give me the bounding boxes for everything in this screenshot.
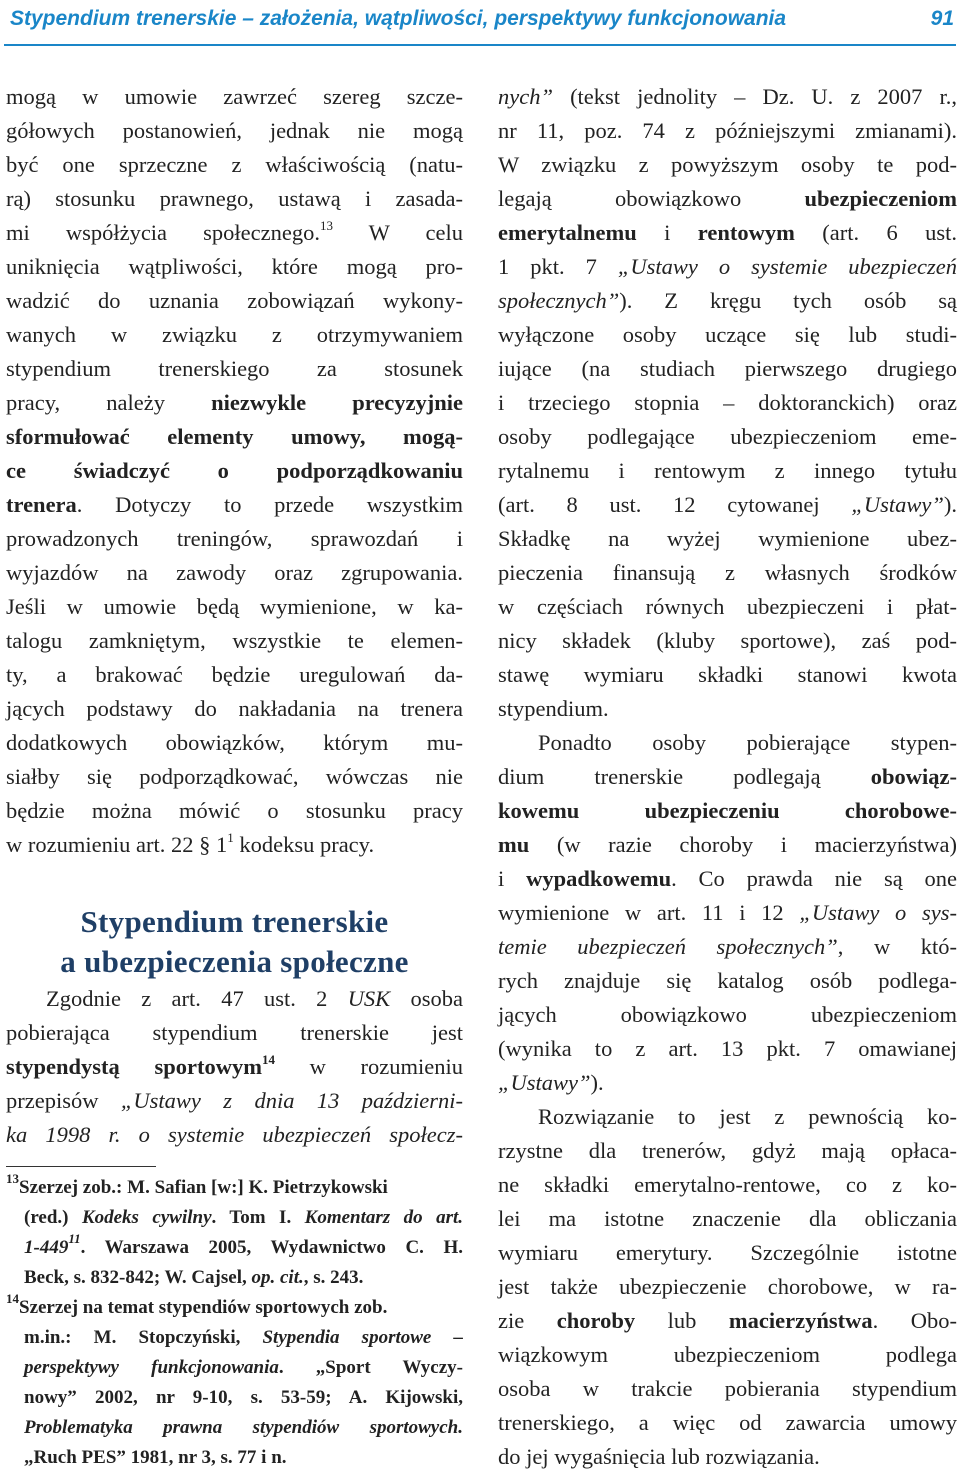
text-run: osoba — [390, 986, 463, 1011]
text-line — [6, 216, 463, 250]
text-run: (art. 8 ust. 12 cytowanej — [498, 492, 852, 517]
footnote-italic: Stypendia sportowe – — [262, 1327, 463, 1348]
text-line: osoba w trakcie pobierania stypendium — [498, 1376, 957, 1401]
footnote-text: (red.) — [24, 1207, 82, 1228]
footnote-text: . „Sport Wyczy- — [278, 1357, 463, 1378]
bold-line: sformułować elementy umowy, mogą- — [6, 424, 463, 449]
text-run: ). Z kręgu tych osób są — [619, 288, 957, 313]
text-line: wyjazdów na zawody oraz zgrupowania. — [6, 560, 463, 585]
text-line: rych znajduje się katalog osób podlega- — [498, 968, 957, 993]
text-line — [6, 386, 463, 420]
bold-run: choroby — [556, 1308, 636, 1333]
text-line: osoby podlegające ubezpieczeniom eme- — [498, 424, 957, 449]
footnote-text: Beck, s. 832-842; W. Cajsel, — [24, 1267, 252, 1288]
text-run: ). — [590, 1070, 604, 1095]
text-line: wyłączone osoby uczące się lub studi- — [498, 322, 957, 347]
footnote-text: , s. 243. — [303, 1267, 364, 1288]
text-line — [498, 828, 957, 862]
footnote-line — [6, 1353, 463, 1383]
text-line: ne składki emerytalno-rentowe, co z ko- — [498, 1172, 957, 1197]
text-line — [6, 828, 463, 862]
text-line: gółowych postanowień, jednak nie mogą — [6, 118, 463, 143]
text-run: legają obowiązkowo — [498, 186, 805, 211]
italic-run: „Ustawy z dnia 13 październi- — [120, 1088, 463, 1113]
text-line: w częściach równych ubezpieczeni i płat- — [498, 594, 957, 619]
text-line: nicy składek (kluby sportowe), zaś pod- — [498, 628, 957, 653]
footnote-13 — [6, 1173, 463, 1203]
text-line — [498, 1066, 957, 1100]
text-line — [498, 284, 957, 318]
text-run: lub — [635, 1308, 729, 1333]
text-line — [6, 982, 463, 1016]
text-line: stawę wymiaru składki stanowi kwota — [498, 662, 957, 687]
text-line: prowadzonych treningów, sprawozdań i — [6, 526, 463, 551]
text-run: (art. 6 ust. — [794, 220, 957, 245]
footnote-italic: perspektywy funkcjonowania — [24, 1357, 279, 1378]
text-line: wiązkowym ubezpieczeniom podlega — [498, 1342, 957, 1367]
running-title: Stypendium trenerskie – założenia, wątpliwości, perspektywy funkcjonowania — [10, 7, 787, 30]
text-line: jest także ubezpieczenie chorobowe, w ra- — [498, 1274, 957, 1299]
text-run: i — [636, 220, 698, 245]
italic-line: ka 1998 r. o systemie ubezpieczeń społecz- — [6, 1122, 463, 1147]
text-line: jących obowiązkowo ubezpieczeniom — [498, 1002, 957, 1027]
bold-line: kowemu ubezpieczeniu chorobowe- — [498, 798, 957, 823]
text-run: Zgodnie z art. 47 ust. 2 — [46, 986, 348, 1011]
text-run: . Dotyczy to przede wszystkim — [76, 492, 463, 517]
text-line — [498, 488, 957, 522]
footnote-italic: 1-449 — [24, 1237, 69, 1258]
text-run: kodeksu pracy. — [233, 832, 375, 857]
bold-run: obowiąz- — [870, 764, 957, 789]
footnote-line — [6, 1203, 463, 1233]
text-line — [498, 250, 957, 284]
footnote-text: . Tom I. — [211, 1207, 305, 1228]
text-line: dodatkowych obowiązków, którym mu- — [6, 730, 463, 755]
text-line: rytalnemu i rentowym z innego tytułu — [498, 458, 957, 483]
bold-run: emerytalnemu — [498, 220, 637, 245]
italic-run: „Ustawy o sys- — [799, 900, 957, 925]
superscript: 1 — [227, 830, 234, 845]
text-line — [498, 862, 957, 896]
text-line: talogu zamkniętym, wszystkie te elemen- — [6, 628, 463, 653]
text-run: mi współżycia społecznego. — [6, 220, 320, 245]
text-line: rą) stosunku prawnego, ustawą i zasada- — [6, 186, 463, 211]
text-run: 1 pkt. 7 — [498, 254, 618, 279]
footnote-line — [6, 1263, 463, 1293]
text-line: Rozwiązanie to jest z pewnością ko- — [538, 1104, 957, 1129]
spacer — [6, 862, 463, 902]
text-line: Ponadto osoby pobierające stypen- — [538, 730, 957, 755]
text-line: wanych w związku z otrzymywaniem — [6, 322, 463, 347]
footnote-text: Szerzej na temat stypendiów sportowych zob. — [19, 1297, 388, 1318]
footnote-line — [6, 1233, 463, 1263]
text-line: wadzić do uznania zobowiązań wykony- — [6, 288, 463, 313]
text-line: stypendium trenerskiego za stosunek — [6, 356, 463, 381]
text-line: siałby się podporządkować, wówczas nie — [6, 764, 463, 789]
text-line: nr 11, poz. 74 z późniejszymi zmianami). — [498, 118, 957, 143]
text-run: dium trenerskie podlegają — [498, 764, 871, 789]
italic-run: temie ubezpieczeń społecznych” — [498, 934, 838, 959]
italic-run: „Ustawy” — [851, 492, 944, 517]
text-run: . Co prawda nie są one — [671, 866, 957, 891]
text-line — [6, 488, 463, 522]
text-line — [498, 760, 957, 794]
bold-line: ce świadczyć o podporządkowaniu — [6, 458, 463, 483]
italic-run: społecznych” — [498, 288, 620, 313]
footnote-line: Problematyka prawna stypendiów sportowych. — [24, 1417, 463, 1438]
text-line: lei ma istotne znaczenie dla obliczania — [498, 1206, 957, 1231]
text-line: pieczenia finansują z własnych środków — [498, 560, 957, 585]
text-run: pracy, należy — [6, 390, 212, 415]
bold-run: niezwykle precyzyjnie — [211, 390, 463, 415]
text-run: zie — [498, 1308, 557, 1333]
bold-run: stypendystą sportowym — [6, 1054, 262, 1079]
text-line: mogą w umowie zawrzeć szereg szcze- — [6, 84, 463, 109]
section-heading: a ubezpieczenia społeczne — [60, 944, 409, 979]
running-header — [10, 4, 954, 34]
left-column — [6, 80, 463, 1473]
text-line — [498, 1304, 957, 1338]
footnote-line: nowy” 2002, nr 9-10, s. 53-59; A. Kijowski, — [24, 1387, 463, 1408]
text-line — [6, 1050, 463, 1084]
text-run: (w razie choroby i macierzyństwa) — [529, 832, 957, 857]
text-line: i trzeciego stopnia – doktoranckich) oraz — [498, 390, 957, 415]
text-run: wymienione w art. 11 i 12 — [498, 900, 800, 925]
header-rule — [4, 44, 956, 46]
text-line: wymiaru emerytury. Szczególnie istotne — [498, 1240, 957, 1265]
italic-run: „Ustawy” — [498, 1070, 591, 1095]
footnote-text: . Warszawa 2005, Wydawnictwo C. H. — [80, 1237, 463, 1258]
text-run: (tekst jednolity – Dz. U. z 2007 r., — [553, 84, 957, 109]
page-number: 91 — [930, 7, 954, 30]
footnote-italic: Kodeks cywilny — [81, 1207, 212, 1228]
text-run: przepisów — [6, 1088, 121, 1113]
text-line: iujące (na studiach pierwszego drugiego — [498, 356, 957, 381]
text-line: do jej wygaśnięcia lub rozwiązania. — [498, 1444, 820, 1469]
section-heading: Stypendium trenerskie — [80, 904, 389, 939]
text-line — [498, 930, 957, 964]
bold-run: ubezpieczeniom — [804, 186, 957, 211]
footnote-line — [6, 1323, 463, 1353]
footnote-ref-13: 13 — [319, 218, 333, 233]
text-line: Składkę na wyżej wymienione ubez- — [498, 526, 957, 551]
text-line: rzystne dla trenerów, gdyż mają opłaca- — [498, 1138, 957, 1163]
text-line — [498, 80, 957, 114]
text-line — [498, 182, 957, 216]
text-run: W celu — [332, 220, 463, 245]
bold-run: macierzyństwa — [728, 1308, 873, 1333]
superscript: 11 — [68, 1231, 81, 1246]
text-line: jących podstawy do nakładania na trenera — [6, 696, 463, 721]
text-line: będzie można mówić o stosunku pracy — [6, 798, 463, 823]
footnote-text: m.in.: M. Stopczyński, — [24, 1327, 263, 1348]
text-run: w rozumieniu art. 22 § 1 — [6, 832, 228, 857]
text-line — [498, 896, 957, 930]
text-run: i — [498, 866, 527, 891]
right-column — [498, 80, 957, 1474]
italic-run: USK — [347, 986, 391, 1011]
footnote-line: „Ruch PES” 1981, nr 3, s. 77 i n. — [24, 1447, 287, 1468]
footnote-rule — [6, 1166, 156, 1167]
bold-run: rentowym — [697, 220, 795, 245]
bold-run: trenera — [6, 492, 77, 517]
italic-run: „Ustawy o systemie ubezpieczeń — [617, 254, 957, 279]
footnote-ref-14: 14 — [261, 1052, 275, 1067]
text-line: być one sprzeczne z właściwością (natu- — [6, 152, 463, 177]
footnote-number: 14 — [6, 1291, 19, 1306]
text-line: pobierająca stypendium trenerskie jest — [6, 1020, 463, 1045]
footnote-text: Szerzej zob.: M. Safian [w:] K. Pietrzykowski — [19, 1177, 388, 1198]
footnote-number: 13 — [6, 1171, 19, 1186]
text-run: , w któ- — [837, 934, 957, 959]
text-line — [6, 1084, 463, 1118]
footnote-14 — [6, 1293, 463, 1323]
text-line — [498, 216, 957, 250]
footnote-italic: op. cit. — [251, 1267, 304, 1288]
text-line: ty, a brakować będzie uregulowań da- — [6, 662, 463, 687]
bold-run: wypadkowemu — [526, 866, 672, 891]
text-line: Jeśli w umowie będą wymienione, w ka- — [6, 594, 463, 619]
text-run: . Obo- — [872, 1308, 957, 1333]
footnote-italic: Komentarz do art. — [304, 1207, 463, 1228]
text-line: W związku z powyższym osoby te pod- — [498, 152, 957, 177]
text-line: stypendium. — [498, 696, 609, 721]
text-line: (wynika to z art. 13 pkt. 7 omawianej — [498, 1036, 957, 1061]
bold-run: mu — [498, 832, 530, 857]
text-line: trenerskiego, a więc od zawarcia umowy — [498, 1410, 957, 1435]
text-run: ). — [943, 492, 957, 517]
text-run: w rozumieniu — [274, 1054, 463, 1079]
text-line: uniknięcia wątpliwości, które mogą pro- — [6, 254, 463, 279]
italic-run: nych” — [498, 84, 553, 109]
